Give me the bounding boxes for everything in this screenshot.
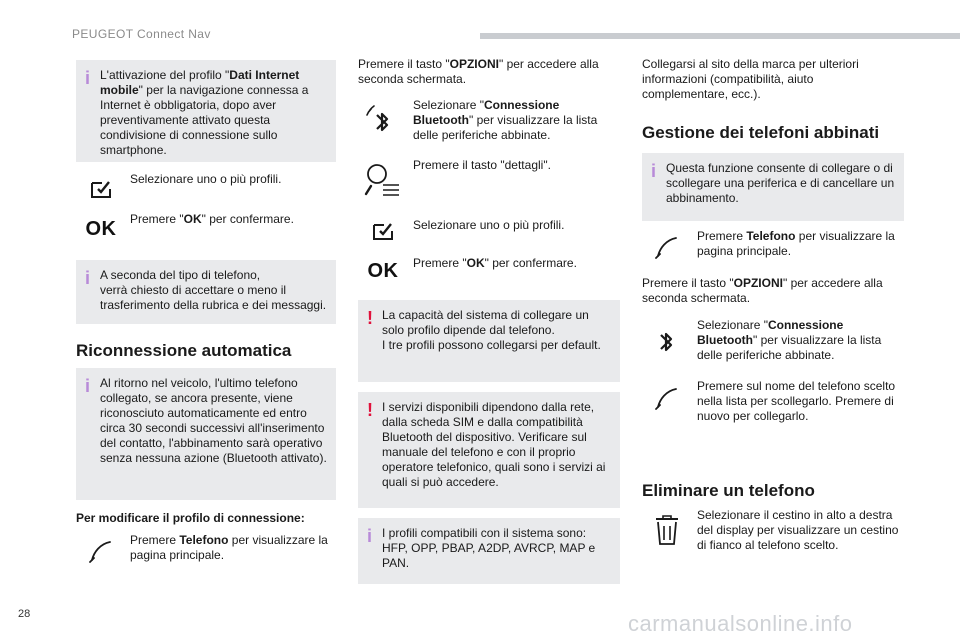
heading-delete-phone: Eliminare un telefono (642, 481, 815, 500)
info-note-phone-type (76, 260, 336, 324)
info-note-manage (642, 153, 904, 221)
note-text: I profili compatibili con il sistema sono: HFP, OPP, PBAP, A2DP, AVRCP, MAP e PAN. (382, 526, 596, 570)
note-text: La capacità del sistema di collegare un solo profilo dipende dal telefono. I tre profili possono collegarsi per default. (382, 308, 601, 352)
warning-note-services (358, 392, 620, 508)
checkbox-tick-icon (82, 172, 120, 206)
trash-icon (648, 510, 686, 550)
step-confirm-ok: Premere "OK" per confermare. (130, 212, 294, 226)
note-text: L'attivazione del profilo "Dati Internet mobile" per la navigazione connessa a Internet è obbligatoria, dopo aver preventivamente attivato questa condivisione di connessione sullo smartphone. (100, 68, 309, 157)
ok-icon: OK (367, 259, 399, 282)
info-note-mobile-data (76, 60, 336, 162)
stylus-icon (82, 534, 120, 568)
bluetooth-icon (362, 102, 402, 142)
subheading-modify-profile: Per modificare il profilo di connessione: (76, 511, 305, 525)
details-icon (362, 160, 402, 200)
running-header: PEUGEOT Connect Nav (72, 27, 211, 41)
note-text: A seconda del tipo di telefono, verrà chiesto di accettare o meno il trasferimento della rubrica e dei messaggi. (100, 268, 327, 312)
info-mark: i (651, 161, 657, 181)
info-mark: i (85, 268, 91, 288)
info-note-reconnection (76, 368, 336, 500)
note-text: Questa funzione consente di collegare o di scollegare una periferica e di cancellare un abbinamento. (666, 161, 895, 205)
step-press-phone: Premere Telefono per visualizzare la pagina principale. (130, 533, 328, 562)
heading-automatic-reconnection: Riconnessione automatica (76, 341, 292, 360)
info-mark: i (85, 376, 91, 396)
info-note-profiles (358, 518, 620, 584)
note-text: Al ritorno nel veicolo, l'ultimo telefono collegato, se ancora presente, viene riconosciuto automaticamente ed entro circa 30 secondi successivi all'inserimento del contatto, l'abbinamento sarà operativo senza nessuna azione (Bluetooth attivato). (100, 376, 327, 465)
note-text: I servizi disponibili dipendono dalla rete, dalla scheda SIM e dalla compatibilità Bluetooth del dispositivo. Verificare sul manuale del telefono e con il proprio operatore telefonico, quali sono i servizi ai quali si può accedere. (382, 400, 606, 489)
step-press-phone: Premere Telefono per visualizzare la pagina principale. (697, 229, 895, 258)
step-select-profiles: Selezionare uno o più profili. (413, 218, 565, 232)
step-select-bluetooth: Selezionare "Connessione Bluetooth" per visualizzare la lista delle periferiche abbinate. (413, 98, 598, 142)
step-press-options: Premere il tasto "OPZIONI" per accedere alla seconda schermata. (358, 57, 599, 86)
step-press-details: Premere il tasto "dettagli". (413, 158, 551, 172)
warning-note-single-profile (358, 300, 620, 382)
page-number: 28 (18, 608, 31, 620)
stylus-icon (648, 230, 686, 264)
step-press-options: Premere il tasto "OPZIONI" per accedere alla seconda schermata. (642, 276, 883, 305)
bluetooth-icon (646, 322, 686, 362)
step-select-trash: Selezionare il cestino in alto a destra del display per visualizzare un cestino di fianco al telefono scelto. (697, 508, 899, 552)
ok-icon: OK (85, 217, 117, 240)
stylus-icon (648, 381, 686, 415)
intro-text: Collegarsi al sito della marca per ulteriori informazioni (compatibilità, aiuto complementare, ecc.). (642, 57, 859, 101)
info-mark: i (367, 526, 373, 546)
step-select-bluetooth: Selezionare "Connessione Bluetooth" per visualizzare la lista delle periferiche abbinate. (697, 318, 882, 362)
info-mark: i (85, 68, 91, 88)
warning-mark: ! (367, 308, 373, 328)
step-press-phone-name: Premere sul nome del telefono scelto nella lista per scollegarlo. Premere di nuovo per collegarlo. (697, 379, 896, 423)
checkbox-tick-icon (364, 214, 402, 248)
header-bar (480, 33, 960, 39)
watermark: carmanualsonline.info (628, 611, 853, 636)
heading-manage-paired: Gestione dei telefoni abbinati (642, 123, 880, 142)
step-select-profiles: Selezionare uno o più profili. (130, 172, 282, 186)
warning-mark: ! (367, 400, 373, 420)
step-confirm-ok: Premere "OK" per confermare. (413, 256, 577, 270)
